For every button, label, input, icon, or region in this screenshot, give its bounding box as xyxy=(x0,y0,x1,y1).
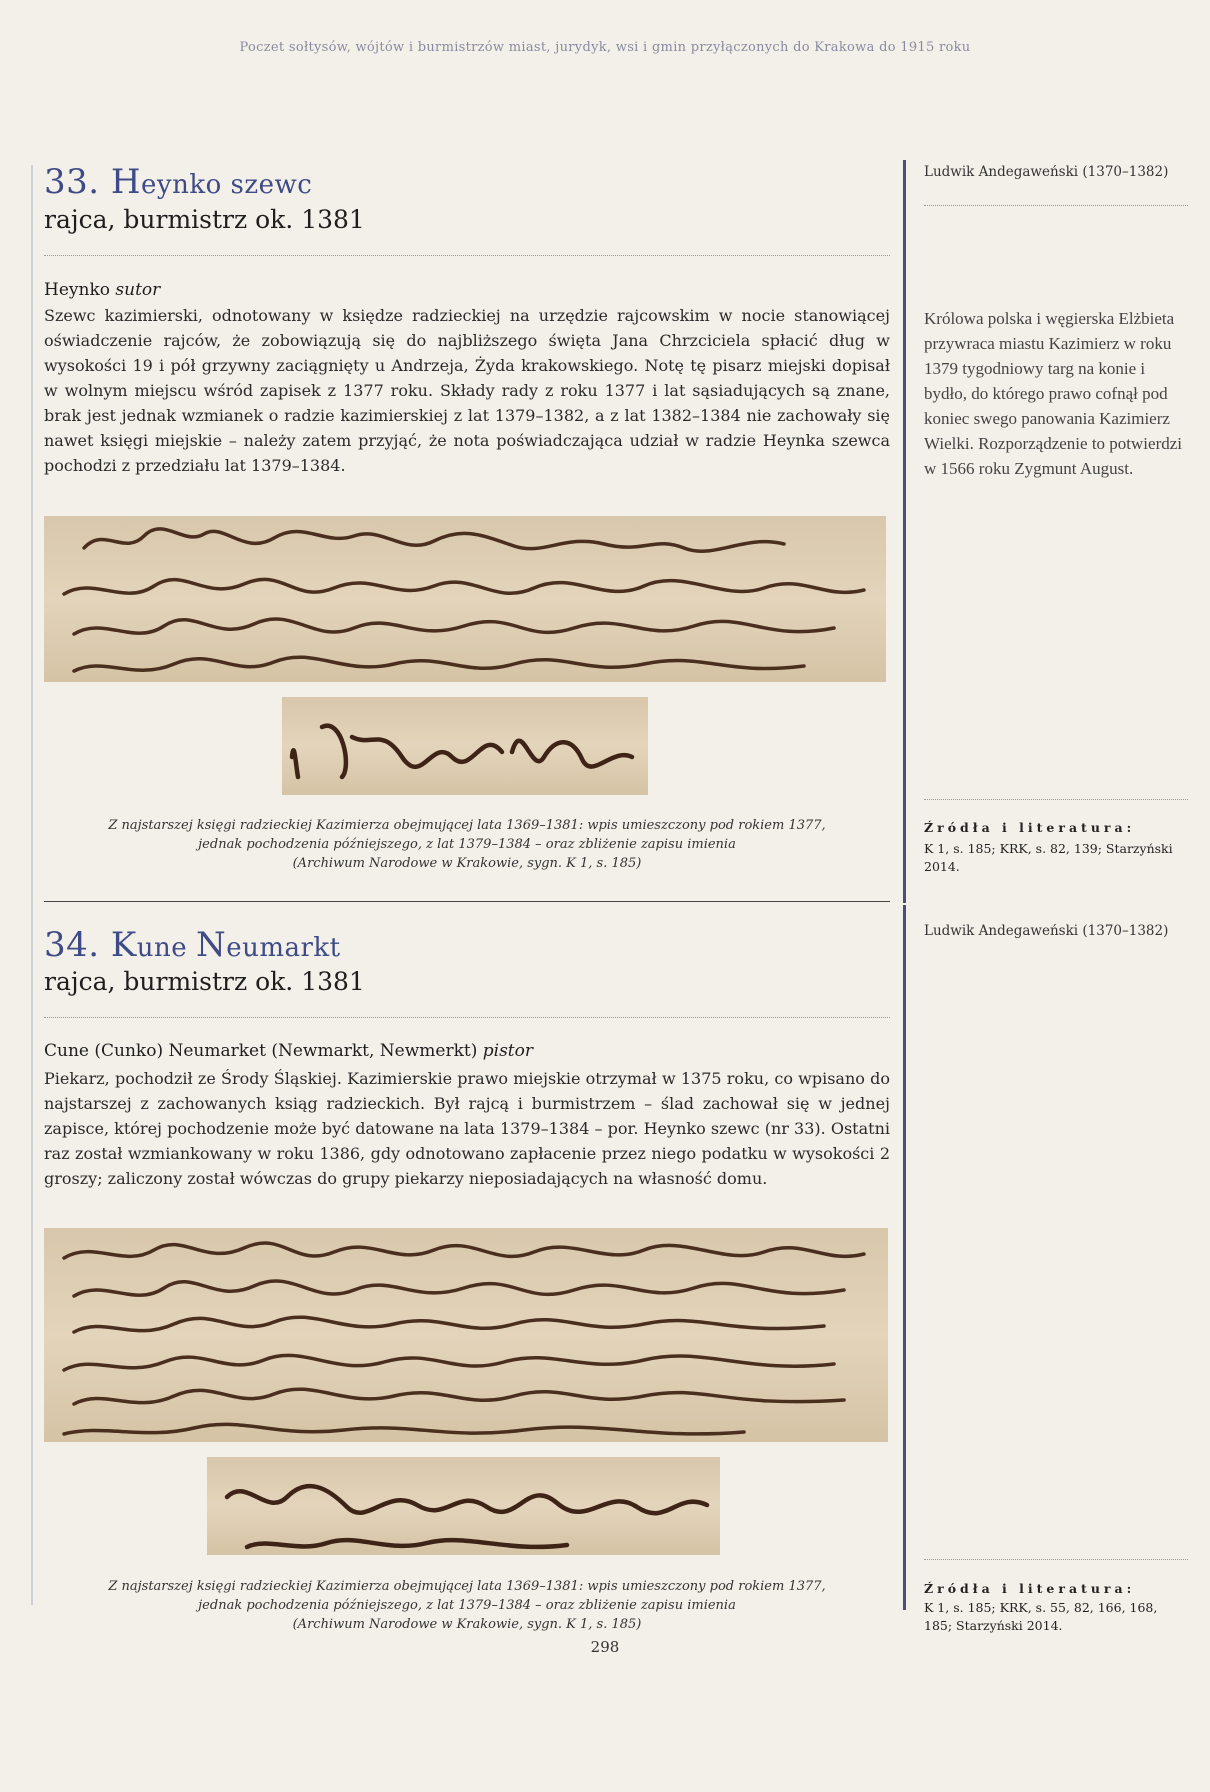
handwriting-closeup xyxy=(282,697,648,795)
sidebar-divider xyxy=(924,1559,1188,1560)
sources-34: K 1, s. 185; KRK, s. 55, 82, 166, 168, 185; Starzyński 2014. xyxy=(924,1600,1158,1633)
sidebar-divider xyxy=(924,799,1188,800)
handwriting-illustration xyxy=(44,1228,888,1442)
entry-34-title: 34. Kune Neumarkt xyxy=(44,925,341,965)
entry-number: 33. xyxy=(44,162,100,202)
manuscript-scan xyxy=(44,516,886,682)
entry-33-subtitle: rajca, burmistrz ok. 1381 xyxy=(44,205,365,234)
entry-34-body: Piekarz, pochodził ze Środy Śląskiej. Kazimierskie prawo miejskie otrzymał w 1375 roku, co wpisano do najstarszej z zachowanych ksiąg radzieckich. Był rajcą i burmistrzem – ślad zachował się w jednej zapisce, której pochodzenie może być datowane na lata 1379–1384 – por. Heynko szewc (nr 33). Ostatni raz został wzmiankowany w roku 1386, gdy odnotowano zapłacenie przez niego podatku w wysokości 2 groszy; zaliczony został wówczas do grupy piekarzy nieposiadających na własność domu. xyxy=(44,1069,890,1188)
sidebar-divider xyxy=(924,205,1188,206)
handwriting-illustration xyxy=(44,516,886,682)
sources-heading-33: Źródła i literatura: xyxy=(924,820,1136,835)
entry-separator xyxy=(44,901,890,902)
manuscript-name-closeup xyxy=(207,1457,720,1555)
divider-dotted xyxy=(44,255,890,256)
sources-33: K 1, s. 185; KRK, s. 82, 139; Starzyński 2014. xyxy=(924,841,1173,874)
entry-33-title: 33. Heynko szewc xyxy=(44,162,313,202)
page-number: 298 xyxy=(590,1638,620,1656)
sidebar-ruler-33: Ludwik Andegaweński (1370–1382) xyxy=(924,164,1169,180)
column-divider xyxy=(903,160,906,903)
entry-34-caption: Z najstarszej księgi radzieckiej Kazimierza obejmującej lata 1369–1381: wpis umieszczony pod rokiem 1377, jednak pochodzenia późniejszego, z lat 1379–1384 – oraz zbliżenie zapisu imienia (Archiwum Narodowe w Krakowie, sygn. K 1, s. 185) xyxy=(108,1579,826,1632)
handwriting-closeup xyxy=(207,1457,720,1555)
column-divider xyxy=(903,905,906,1610)
sources-heading-34: Źródła i literatura: xyxy=(924,1581,1136,1596)
divider-dotted xyxy=(44,1017,890,1018)
manuscript-name-closeup xyxy=(282,697,648,795)
running-header: Poczet sołtysów, wójtów i burmistrzów miast, jurydyk, wsi i gmin przyłączonych do Krakowa do 1915 roku xyxy=(239,40,971,55)
manuscript-scan xyxy=(44,1228,888,1442)
entry-number: 34. xyxy=(44,925,100,965)
sidebar-note: Królowa polska i węgierska Elżbieta przywraca miastu Kazimierz w roku 1379 tygodniowy targ na konie i bydło, do którego prawo cofnął pod koniec swego panowania Kazimierz Wielki. Rozporządzenie to potwierdzi w 1566 roku Zygmunt August. xyxy=(924,309,1182,478)
entry-34-subtitle: rajca, burmistrz ok. 1381 xyxy=(44,967,365,996)
entry-33-caption: Z najstarszej księgi radzieckiej Kazimierza obejmującej lata 1369–1381: wpis umieszczony pod rokiem 1377, jednak pochodzenia późniejszego, z lat 1379–1384 – oraz zbliżenie zapisu imienia (Archiwum Narodowe w Krakowie, sygn. K 1, s. 185) xyxy=(108,818,826,871)
entry-33-body: Szewc kazimierski, odnotowany w księdze radzieckiej na urzędzie rajcowskim w nocie stanowiącej oświadczenie rajców, że zobowiązują się do najbliższego święta Jana Chrzciciela spłacić dług w wysokości 19 i pół grzywny zaciągnięty u Andrzeja, Żyda krakowskiego. Notę tę pisarz miejski dopisał w wolnym miejscu wśród zapisek z 1377 roku. Składy rady z roku 1377 i lat sąsiadujących są znane, brak jest jednak wzmianek o radzie kazimierskiej z lat 1379–1382, a z lat 1382–1384 nie zachowały się nawet księgi miejskie – należy zatem przyjąć, że nota poświadczająca udział w radzie Heynka szewca pochodzi z przedziału lat 1379–1384. xyxy=(44,306,890,475)
entry-33-name-line: Heynko sutor xyxy=(44,280,161,300)
sidebar-ruler-34: Ludwik Andegaweński (1370–1382) xyxy=(924,923,1169,939)
page-gutter-line xyxy=(31,165,33,1605)
entry-34-name-line: Cune (Cunko) Neumarket (Newmarkt, Newmerkt) pistor xyxy=(44,1041,533,1061)
